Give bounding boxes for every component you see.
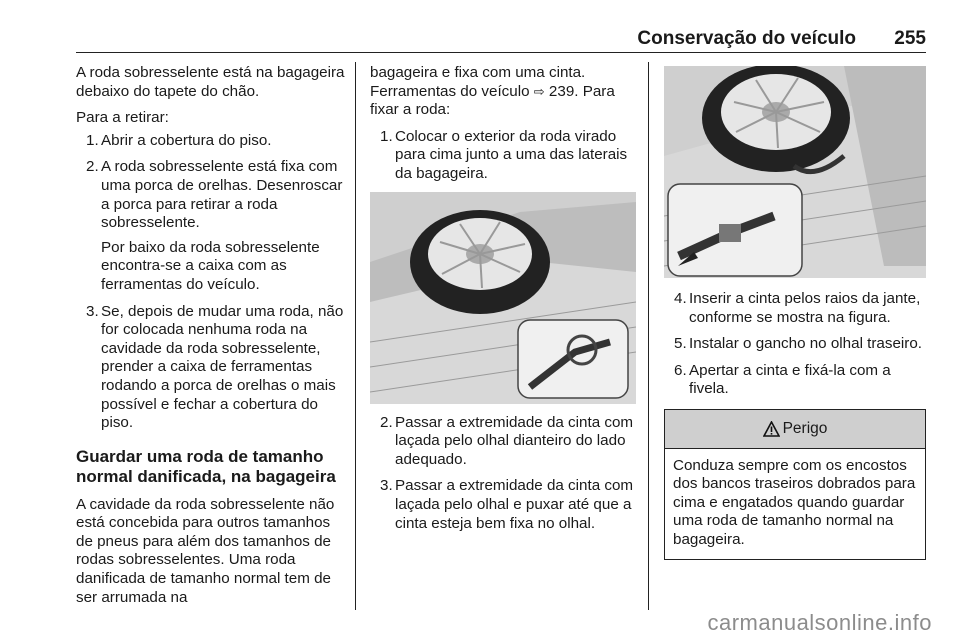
list-item: 2. Passar a extremidade da cinta com laçada pelo olhal dianteiro do lado adequado.	[380, 413, 634, 468]
page-reference-arrow-icon: ⇨	[533, 83, 545, 99]
fix-steps-a	[370, 128, 636, 184]
warning-triangle-icon	[763, 421, 780, 437]
remove-lead: Para a retirar:	[76, 109, 169, 127]
remove-steps	[76, 132, 351, 433]
watermark: carmanualsonline.info	[707, 610, 932, 635]
intro-paragraph: A roda sobresselente está na bagageira debaixo do tapete do chão.	[76, 64, 345, 100]
column-divider-2	[648, 62, 649, 610]
list-item: 4. Inserir a cinta pelos raios da jante, conforme se mostra na figura.	[674, 290, 921, 326]
column-3	[664, 64, 926, 560]
section-title: Conservação do veículo	[637, 28, 856, 49]
column-divider-1	[355, 62, 356, 610]
danger-title: Perigo	[782, 419, 828, 437]
list-item: 5. Instalar o gancho no olhal traseiro.	[674, 335, 923, 353]
step-note: Por baixo da roda sobresselente encontra-se a caixa com as ferramentas do veículo.	[101, 238, 320, 293]
danger-text: Conduza sempre com os encostos dos bancos traseiros dobrados para cima e engatados quando guardar uma roda de tamanho normal na bagageira.	[673, 456, 916, 548]
list-item: 1. Colocar o exterior da roda virado para cima junto a uma das laterais da bagageira.	[380, 127, 628, 182]
section-heading: Guardar uma roda de tamanho normal danificada, na bagageira	[76, 446, 336, 487]
list-item: 3. Passar a extremidade da cinta com laçada pelo olhal e puxar até que a cinta esteja bem fixa no olhal.	[380, 477, 634, 532]
page-reference[interactable]: 239.	[548, 82, 579, 100]
page-header	[76, 28, 926, 52]
list-item: 2. A roda sobresselente está fixa com uma porca de orelhas. Desenroscar a porca para retirar a roda sobresselente. Por baixo da roda sobresselente encontra-se a caixa com as ferramentas do veículo.	[76, 158, 351, 294]
column-1	[76, 64, 351, 615]
list-item: 1. Abrir a cobertura do piso.	[86, 131, 272, 149]
list-item: 6. Apertar a cinta e fixá-la com a fivela.	[674, 361, 891, 398]
header-rule	[76, 52, 926, 53]
list-item: 3. Se, depois de mudar uma roda, não for colocada nenhuma roda na cavidade da roda sobresselente, prender a caixa de ferramentas rodando a porca de orelhas o mais possível e fechar a cobertura do piso.	[86, 302, 344, 432]
danger-box	[664, 409, 926, 560]
danger-box-header	[665, 410, 925, 449]
continuation-paragraph: bagageira e fixa com uma cinta. Ferramentas do veículo ⇨ 239. Para fixar a roda:	[370, 64, 615, 119]
fix-steps-b	[370, 414, 636, 534]
column-2	[370, 64, 636, 541]
page-number: 255	[894, 28, 926, 49]
figure-wheel-in-trunk	[370, 192, 636, 404]
figure-strap-through-rim	[664, 66, 926, 278]
fix-steps-c	[664, 290, 926, 399]
body-paragraph: A cavidade da roda sobresselente não está concebida para outros tamanhos de pneus para além dos tamanhos de rodas sobresselentes. Uma roda danificada de tamanho normal tem de ser arrumada na	[76, 495, 335, 606]
